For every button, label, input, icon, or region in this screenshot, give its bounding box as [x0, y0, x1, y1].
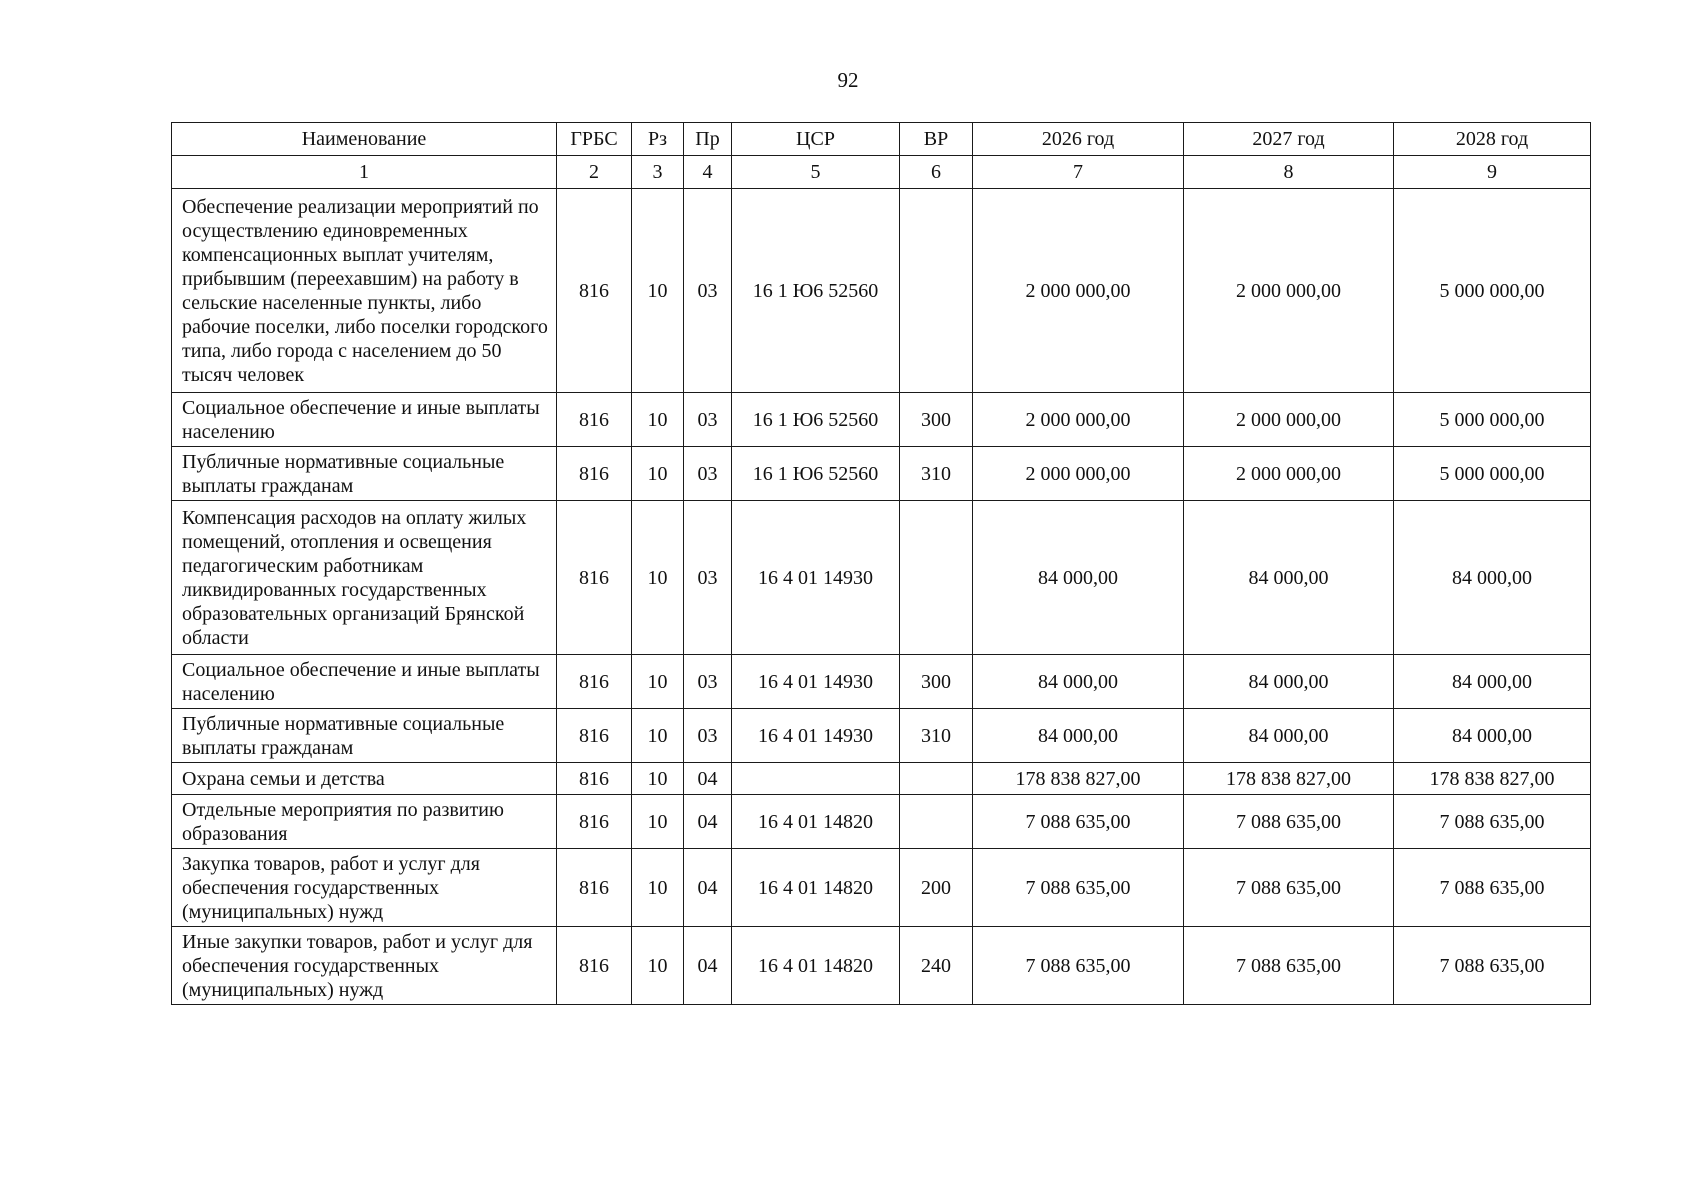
column-number-row — [172, 156, 1591, 189]
row-name: Публичные нормативные социальные выплаты гражданам — [172, 447, 557, 501]
row-csr: 16 1 Ю6 52560 — [732, 447, 900, 501]
table-row — [172, 655, 1591, 709]
row-amount-2028: 84 000,00 — [1394, 709, 1591, 763]
row-vr: 200 — [900, 849, 973, 927]
row-amount-2028: 5 000 000,00 — [1394, 393, 1591, 447]
row-vr — [900, 795, 973, 849]
row-pr: 04 — [684, 849, 732, 927]
row-amount-2028: 5 000 000,00 — [1394, 189, 1591, 393]
row-name: Охрана семьи и детства — [172, 763, 557, 795]
row-csr: 16 1 Ю6 52560 — [732, 189, 900, 393]
row-csr: 16 4 01 14930 — [732, 501, 900, 655]
row-csr: 16 4 01 14930 — [732, 709, 900, 763]
row-name: Закупка товаров, работ и услуг для обеспечения государственных (муниципальных) нужд — [172, 849, 557, 927]
header-name: Наименование — [172, 123, 557, 156]
row-amount-2028: 5 000 000,00 — [1394, 447, 1591, 501]
table-row — [172, 927, 1591, 1005]
row-rz: 10 — [632, 189, 684, 393]
row-amount-2027: 2 000 000,00 — [1184, 189, 1394, 393]
row-amount-2026: 7 088 635,00 — [973, 849, 1184, 927]
row-amount-2026: 178 838 827,00 — [973, 763, 1184, 795]
row-rz: 10 — [632, 927, 684, 1005]
row-name: Социальное обеспечение и иные выплаты населению — [172, 393, 557, 447]
row-rz: 10 — [632, 393, 684, 447]
table-row — [172, 849, 1591, 927]
table-row — [172, 501, 1591, 655]
row-csr: 16 4 01 14930 — [732, 655, 900, 709]
row-amount-2027: 7 088 635,00 — [1184, 927, 1394, 1005]
row-grbs: 816 — [557, 393, 632, 447]
page-number: 92 — [837, 68, 859, 92]
header-2027: 2027 год — [1184, 123, 1394, 156]
row-grbs: 816 — [557, 655, 632, 709]
table-row — [172, 709, 1591, 763]
row-csr: 16 4 01 14820 — [732, 927, 900, 1005]
column-number: 6 — [900, 156, 973, 189]
row-rz: 10 — [632, 849, 684, 927]
header-vr: ВР — [900, 123, 973, 156]
budget-table — [171, 122, 1591, 1005]
column-number: 5 — [732, 156, 900, 189]
row-vr: 310 — [900, 709, 973, 763]
row-rz: 10 — [632, 655, 684, 709]
row-vr: 300 — [900, 393, 973, 447]
row-amount-2027: 178 838 827,00 — [1184, 763, 1394, 795]
column-number: 4 — [684, 156, 732, 189]
row-amount-2027: 84 000,00 — [1184, 655, 1394, 709]
table-row — [172, 189, 1591, 393]
row-pr: 03 — [684, 393, 732, 447]
row-vr — [900, 501, 973, 655]
row-rz: 10 — [632, 447, 684, 501]
row-grbs: 816 — [557, 795, 632, 849]
row-grbs: 816 — [557, 849, 632, 927]
header-2026: 2026 год — [973, 123, 1184, 156]
header-2028: 2028 год — [1394, 123, 1591, 156]
row-rz: 10 — [632, 501, 684, 655]
row-amount-2027: 84 000,00 — [1184, 501, 1394, 655]
row-amount-2028: 7 088 635,00 — [1394, 849, 1591, 927]
row-pr: 03 — [684, 189, 732, 393]
header-pr: Пр — [684, 123, 732, 156]
row-rz: 10 — [632, 763, 684, 795]
row-amount-2026: 84 000,00 — [973, 501, 1184, 655]
row-pr: 04 — [684, 927, 732, 1005]
row-pr: 04 — [684, 763, 732, 795]
row-amount-2026: 7 088 635,00 — [973, 795, 1184, 849]
row-amount-2027: 2 000 000,00 — [1184, 393, 1394, 447]
column-number: 8 — [1184, 156, 1394, 189]
row-csr: 16 4 01 14820 — [732, 795, 900, 849]
row-amount-2028: 7 088 635,00 — [1394, 927, 1591, 1005]
row-amount-2026: 84 000,00 — [973, 709, 1184, 763]
row-vr: 240 — [900, 927, 973, 1005]
row-amount-2026: 7 088 635,00 — [973, 927, 1184, 1005]
row-pr: 03 — [684, 655, 732, 709]
row-grbs: 816 — [557, 501, 632, 655]
column-number: 9 — [1394, 156, 1591, 189]
row-grbs: 816 — [557, 447, 632, 501]
row-vr: 310 — [900, 447, 973, 501]
row-name: Компенсация расходов на оплату жилых помещений, отопления и освещения педагогическим работникам ликвидированных государственных образовательных организаций Брянской области — [172, 501, 557, 655]
row-csr — [732, 763, 900, 795]
row-csr: 16 4 01 14820 — [732, 849, 900, 927]
row-name: Социальное обеспечение и иные выплаты населению — [172, 655, 557, 709]
row-amount-2028: 84 000,00 — [1394, 655, 1591, 709]
row-pr: 03 — [684, 447, 732, 501]
row-amount-2027: 7 088 635,00 — [1184, 795, 1394, 849]
row-amount-2026: 2 000 000,00 — [973, 447, 1184, 501]
row-grbs: 816 — [557, 927, 632, 1005]
header-rz: Рз — [632, 123, 684, 156]
row-rz: 10 — [632, 795, 684, 849]
column-number: 2 — [557, 156, 632, 189]
row-grbs: 816 — [557, 763, 632, 795]
row-amount-2026: 2 000 000,00 — [973, 393, 1184, 447]
column-number: 1 — [172, 156, 557, 189]
header-csr: ЦСР — [732, 123, 900, 156]
row-name: Иные закупки товаров, работ и услуг для обеспечения государственных (муниципальных) нужд — [172, 927, 557, 1005]
row-name: Публичные нормативные социальные выплаты гражданам — [172, 709, 557, 763]
row-pr: 03 — [684, 709, 732, 763]
row-vr: 300 — [900, 655, 973, 709]
table-row — [172, 393, 1591, 447]
row-pr: 04 — [684, 795, 732, 849]
row-amount-2027: 7 088 635,00 — [1184, 849, 1394, 927]
row-amount-2028: 84 000,00 — [1394, 501, 1591, 655]
column-number: 7 — [973, 156, 1184, 189]
row-amount-2026: 84 000,00 — [973, 655, 1184, 709]
row-amount-2028: 7 088 635,00 — [1394, 795, 1591, 849]
row-grbs: 816 — [557, 189, 632, 393]
row-vr — [900, 763, 973, 795]
row-amount-2026: 2 000 000,00 — [973, 189, 1184, 393]
row-amount-2028: 178 838 827,00 — [1394, 763, 1591, 795]
table-row — [172, 795, 1591, 849]
row-amount-2027: 2 000 000,00 — [1184, 447, 1394, 501]
header-grbs: ГРБС — [557, 123, 632, 156]
row-csr: 16 1 Ю6 52560 — [732, 393, 900, 447]
row-rz: 10 — [632, 709, 684, 763]
row-amount-2027: 84 000,00 — [1184, 709, 1394, 763]
column-number: 3 — [632, 156, 684, 189]
row-grbs: 816 — [557, 709, 632, 763]
header-row — [172, 123, 1591, 156]
row-name: Отдельные мероприятия по развитию образования — [172, 795, 557, 849]
row-vr — [900, 189, 973, 393]
row-name: Обеспечение реализации мероприятий по осуществлению единовременных компенсационных выплат учителям, прибывшим (переехавшим) на работу в сельские населенные пункты, либо рабочие поселки, либо поселки городского типа, либо города с населением до 50 тысяч человек — [172, 189, 557, 393]
table-row — [172, 763, 1591, 795]
table-row — [172, 447, 1591, 501]
row-pr: 03 — [684, 501, 732, 655]
